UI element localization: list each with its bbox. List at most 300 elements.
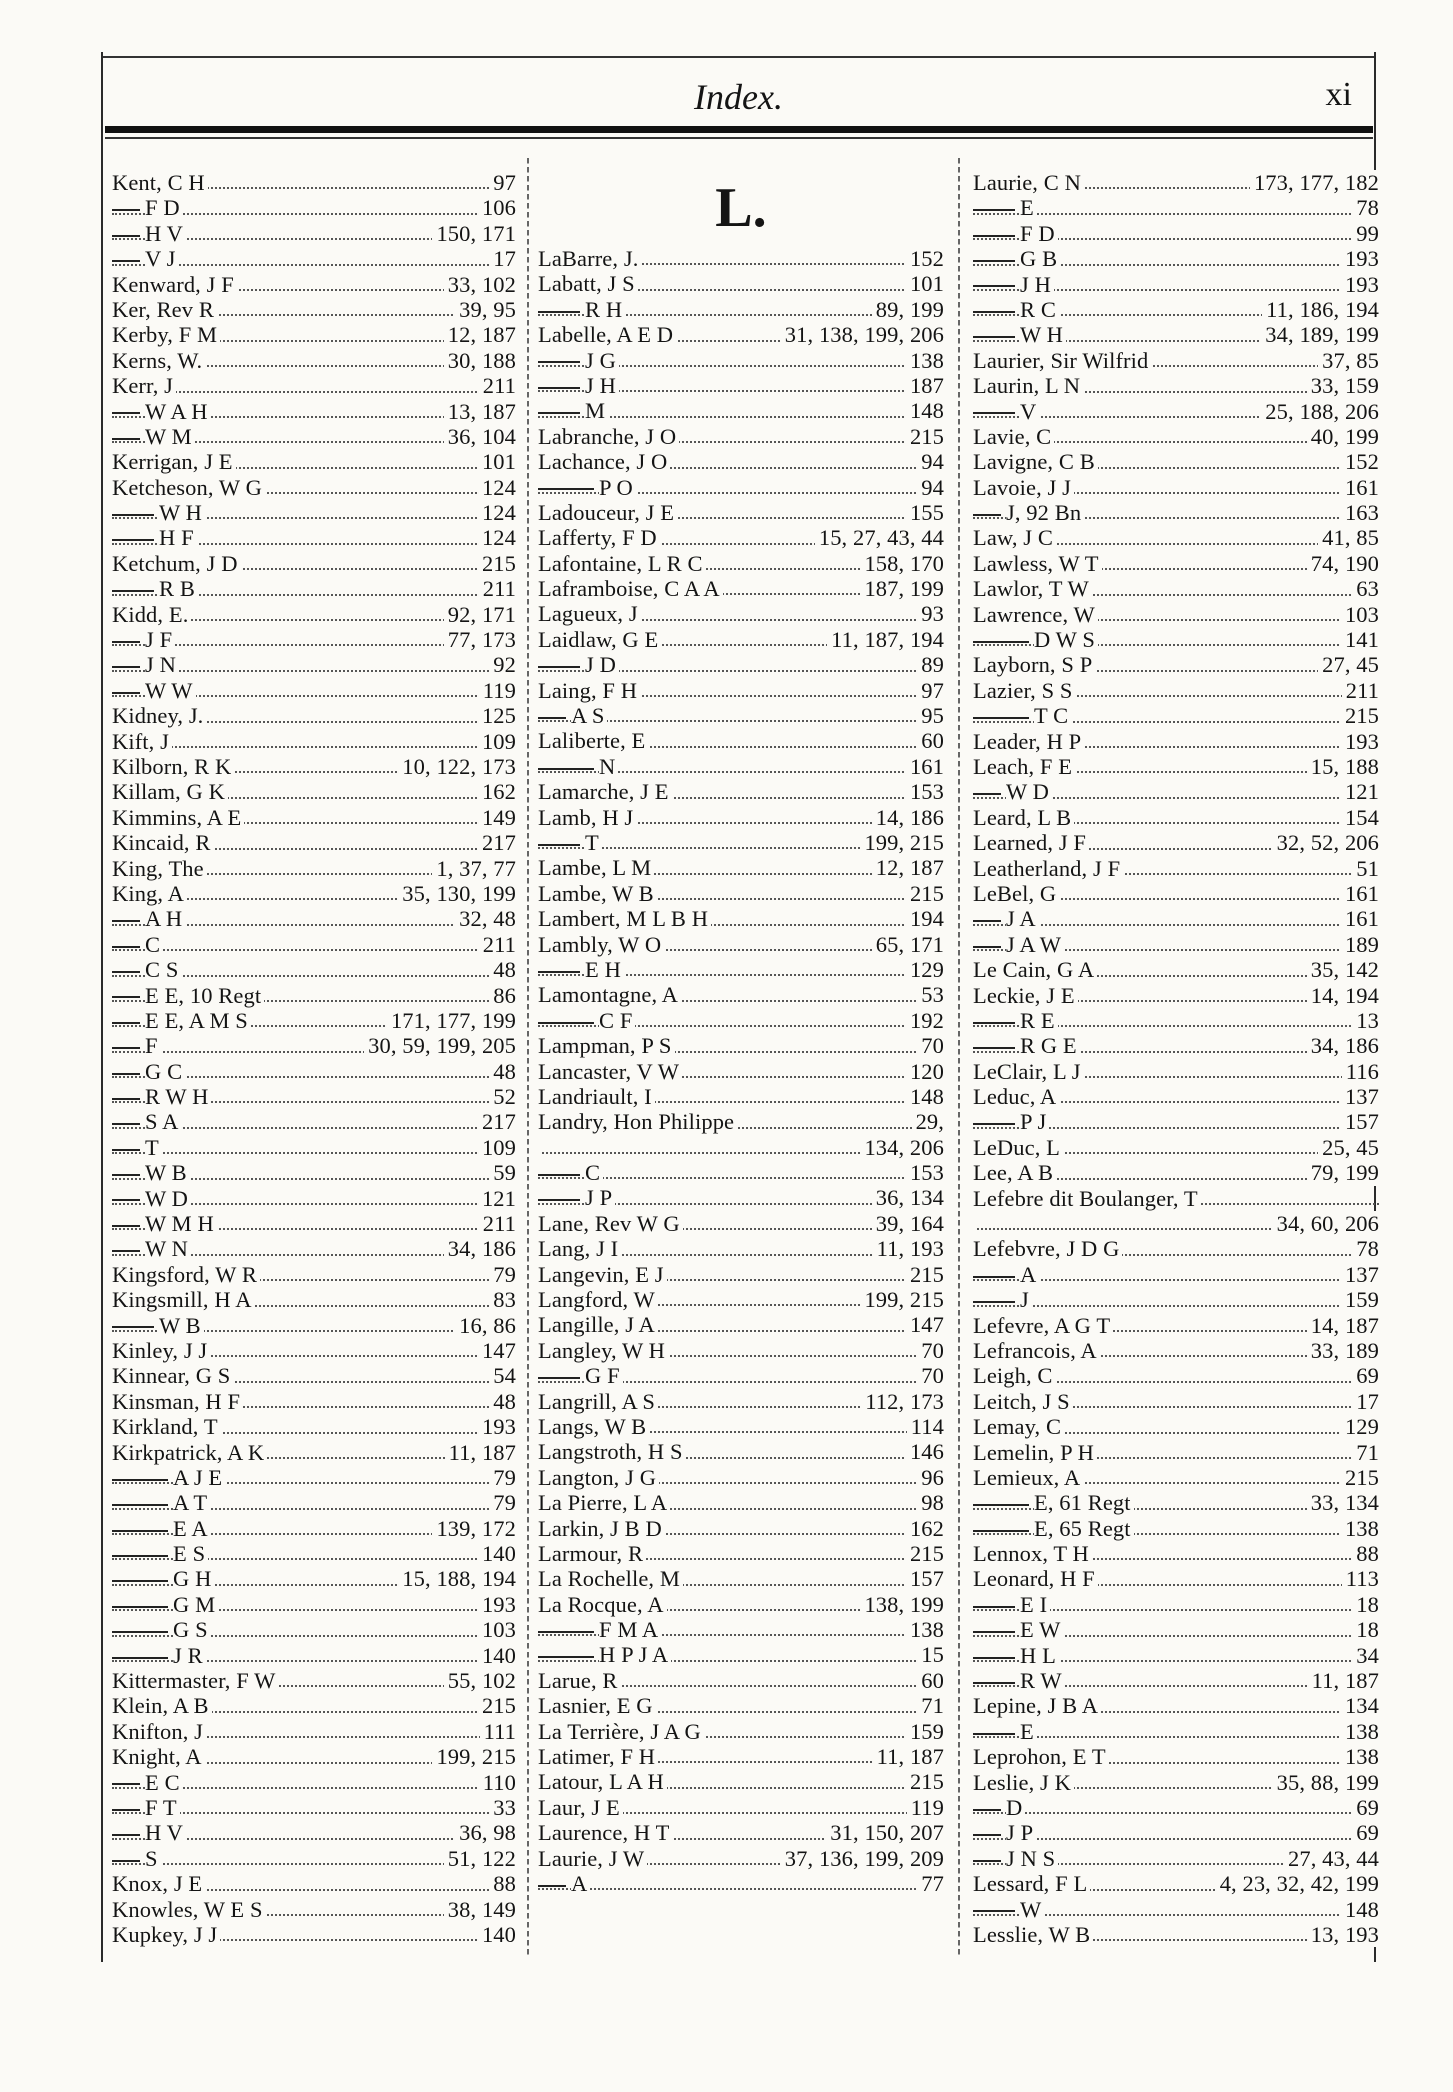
entry-pages: 34, 189, 199 (1261, 322, 1379, 347)
entry-pages: 103 (478, 1617, 516, 1642)
index-entry (538, 1617, 944, 1642)
index-entry (112, 1643, 516, 1668)
entry-name: G C (145, 1059, 185, 1084)
index-entry (973, 703, 1379, 728)
entry-name: H F (159, 525, 197, 550)
index-entry (973, 1414, 1379, 1439)
entry-name: A T (173, 1490, 210, 1515)
entry-pages: 53 (917, 982, 944, 1007)
index-entry (112, 322, 516, 347)
entry-pages: 215 (478, 551, 516, 576)
leader-dots (112, 949, 516, 951)
repeat-dash (973, 209, 1015, 211)
entry-pages: 35, 88, 199 (1273, 1770, 1379, 1795)
entry-pages: 161 (1341, 906, 1379, 931)
index-entry (973, 221, 1379, 246)
index-entry (538, 1109, 944, 1134)
index-entry (538, 1414, 944, 1439)
entry-pages: 140 (478, 1922, 516, 1947)
repeat-dash (112, 1047, 140, 1049)
entry-pages: 157 (1341, 1109, 1379, 1134)
entry-pages: 15, 27, 43, 44 (815, 525, 944, 550)
index-entry (538, 805, 944, 830)
repeat-dash (112, 1631, 168, 1633)
repeat-dash (973, 1301, 1015, 1303)
entry-name: Langrill, A S (538, 1389, 658, 1414)
index-entry (973, 1516, 1379, 1541)
index-entry (538, 932, 944, 957)
entry-name: Kinley, J J (112, 1338, 210, 1363)
entry-pages: 103 (1341, 602, 1379, 627)
entry-pages: 193 (1341, 246, 1379, 271)
entry-name: Lambly, W O (538, 932, 664, 957)
index-entry (112, 627, 516, 652)
entry-name: H L (1020, 1643, 1059, 1668)
entry-pages: 192 (906, 1008, 944, 1033)
entry-pages: 215 (1341, 703, 1379, 728)
entry-name: Layborn, S P (973, 652, 1095, 677)
index-entry (538, 1592, 944, 1617)
index-entry (112, 576, 516, 601)
repeat-dash (973, 1123, 1015, 1125)
entry-name: E W (1020, 1617, 1064, 1642)
index-entry (112, 932, 516, 957)
index-entry (112, 1135, 516, 1160)
entry-pages: 215 (906, 881, 944, 906)
entry-name: D (1006, 1795, 1025, 1820)
repeat-dash (112, 1504, 168, 1506)
index-entry (112, 805, 516, 830)
entry-pages: 152 (906, 246, 944, 271)
entry-name: Laurie, C N (973, 170, 1084, 195)
entry-pages: 69 (1352, 1795, 1379, 1820)
index-entry (538, 1668, 944, 1693)
repeat-dash (973, 1733, 1015, 1735)
entry-name: Knight, A (112, 1744, 205, 1769)
index-entry (973, 373, 1379, 398)
entry-name: W (1020, 1897, 1044, 1922)
index-entry (973, 1109, 1379, 1134)
entry-name: Kenward, J F (112, 272, 237, 297)
index-entry (538, 1185, 944, 1210)
entry-pages: 31, 138, 199, 206 (781, 322, 944, 347)
entry-name: Lawless, W T (973, 551, 1102, 576)
entry-pages: 48 (489, 1059, 516, 1084)
index-entry (112, 1262, 516, 1287)
repeat-dash (973, 920, 1001, 922)
repeat-dash (538, 361, 580, 363)
index-entry (112, 1084, 516, 1109)
entry-name: Lefebre dit Boulanger, T (973, 1186, 1201, 1211)
entry-pages: 32, 48 (455, 906, 516, 931)
entry-name: R C (1020, 297, 1059, 322)
entry-pages: 55, 102 (444, 1668, 516, 1693)
index-entry (538, 1160, 944, 1185)
entry-name: Leonard, H F (973, 1566, 1098, 1591)
entry-name: Kingsmill, H A (112, 1287, 255, 1312)
entry-name: La Pierre, L A (538, 1490, 670, 1515)
entry-name: Leprohon, E T (973, 1744, 1109, 1769)
entry-name: King, A (112, 881, 187, 906)
entry-pages: 97 (917, 678, 944, 703)
index-entry (538, 1262, 944, 1287)
entry-name: La Rochelle, M (538, 1566, 683, 1591)
entry-pages: 33, 159 (1307, 373, 1379, 398)
index-entry (112, 424, 516, 449)
index-entry (538, 475, 944, 500)
index-entry (538, 1363, 944, 1388)
entry-name: Laurence, H T (538, 1820, 672, 1845)
entry-name: J A (1006, 906, 1039, 931)
repeat-dash (973, 1910, 1015, 1912)
index-entry (973, 500, 1379, 525)
entry-pages: 119 (479, 678, 516, 703)
index-entry (112, 500, 516, 525)
entry-name: Kerrigan, J E (112, 449, 236, 474)
repeat-dash (112, 590, 154, 592)
entry-name: Kerns, W. (112, 348, 205, 373)
entry-name: Landriault, I (538, 1084, 655, 1109)
entry-pages: 199, 215 (432, 1744, 516, 1769)
index-entry (112, 957, 516, 982)
entry-name: Leslie, J K (973, 1770, 1074, 1795)
index-entry (538, 1871, 944, 1896)
entry-name: Langley, W H (538, 1338, 668, 1363)
index-entry (538, 881, 944, 906)
entry-pages: 71 (1352, 1440, 1379, 1465)
repeat-dash (112, 1580, 168, 1582)
entry-name: Kincaid, R (112, 830, 213, 855)
entry-pages: 86 (489, 983, 516, 1008)
section-letter-heading: L. (715, 177, 767, 239)
repeat-dash (112, 235, 140, 237)
column-separator (527, 158, 529, 1958)
index-entry (538, 348, 944, 373)
entry-name: Lambert, M L B H (538, 906, 711, 931)
index-entry (112, 1414, 516, 1439)
repeat-dash (112, 1860, 140, 1862)
entry-pages: 217 (478, 830, 516, 855)
entry-pages: 79 (489, 1490, 516, 1515)
entry-name: Latour, L A H (538, 1769, 667, 1794)
entry-name: W H (1020, 322, 1066, 347)
repeat-dash (112, 209, 140, 211)
repeat-dash (538, 488, 594, 490)
index-entry (538, 779, 944, 804)
index-entry (112, 1313, 516, 1338)
entry-name: Kupkey, J J (112, 1922, 220, 1947)
repeat-dash (112, 1225, 140, 1227)
entry-name: Lennox, T H (973, 1541, 1092, 1566)
entry-name: D W S (1034, 627, 1098, 652)
entry-name: F (145, 1033, 161, 1058)
entry-name: E I (1020, 1592, 1050, 1617)
entry-pages: 138 (906, 348, 944, 373)
repeat-dash (112, 1555, 168, 1557)
leader-dots (973, 1812, 1379, 1814)
index-entry (538, 855, 944, 880)
index-entry (538, 500, 944, 525)
repeat-dash (973, 641, 1029, 643)
entry-name: Leard, L B (973, 805, 1074, 830)
index-entry (112, 906, 516, 931)
leader-dots (112, 746, 516, 748)
entry-pages: 106 (478, 195, 516, 220)
index-entry (973, 1617, 1379, 1642)
index-entry (538, 703, 944, 728)
entry-pages: 54 (489, 1363, 516, 1388)
entry-name: Lasnier, E G (538, 1693, 656, 1718)
entry-name: Kittermaster, F W (112, 1668, 278, 1693)
repeat-dash (538, 387, 580, 389)
entry-name: Killam, G K (112, 779, 228, 804)
entry-pages: 124 (478, 475, 516, 500)
index-entry (538, 525, 944, 550)
repeat-dash (973, 285, 1015, 287)
entry-pages: 13, 193 (1307, 1922, 1379, 1947)
entry-pages: 34, 60, 206 (1273, 1211, 1379, 1236)
index-entry (112, 1465, 516, 1490)
entry-name: Langille, J A (538, 1312, 658, 1337)
index-entry (973, 1008, 1379, 1033)
entry-pages: 153 (906, 779, 944, 804)
repeat-dash (112, 260, 140, 262)
index-entry (973, 1871, 1379, 1896)
index-entry (538, 1389, 944, 1414)
index-entry (112, 1033, 516, 1058)
index-entry (112, 1744, 516, 1769)
index-entry (973, 1922, 1379, 1947)
entry-name: Knowles, W E S (112, 1897, 266, 1922)
index-entry (973, 1744, 1379, 1769)
entry-pages: 69 (1352, 1820, 1379, 1845)
entry-name: Larkin, J B D (538, 1516, 665, 1541)
repeat-dash (112, 946, 140, 948)
entry-pages: 217 (478, 1109, 516, 1134)
entry-name: J, 92 Bn (1006, 500, 1084, 525)
index-entry (538, 246, 944, 271)
entry-pages: 60 (917, 728, 944, 753)
index-entry (973, 957, 1379, 982)
index-entry (538, 1516, 944, 1541)
entry-name: E, 65 Regt (1034, 1516, 1134, 1541)
entry-name: Labranche, J O (538, 424, 679, 449)
entry-pages: 51, 122 (444, 1846, 516, 1871)
index-entry (538, 1287, 944, 1312)
leader-dots (112, 1152, 516, 1154)
entry-name: Laframboise, C A A (538, 576, 723, 601)
repeat-dash (973, 1276, 1015, 1278)
entry-name: W W (145, 678, 196, 703)
entry-pages: 146 (906, 1439, 944, 1464)
entry-pages: 34, 186 (1307, 1033, 1379, 1058)
index-entry (973, 779, 1379, 804)
index-entry (538, 1135, 944, 1160)
index-entry (112, 652, 516, 677)
entry-pages: 34 (1352, 1643, 1379, 1668)
repeat-dash (112, 1174, 140, 1176)
entry-name: E (1020, 1719, 1037, 1744)
index-entry (112, 729, 516, 754)
entry-pages: 69 (1352, 1363, 1379, 1388)
entry-pages: 15 (917, 1642, 944, 1667)
index-entry (112, 1668, 516, 1693)
entry-pages: 101 (906, 271, 944, 296)
entry-pages: 161 (1341, 881, 1379, 906)
index-entry (112, 1363, 516, 1388)
entry-name: J R (173, 1643, 206, 1668)
entry-name: Knifton, J (112, 1719, 206, 1744)
entry-pages: 158, 170 (860, 551, 944, 576)
entry-name: Kinsman, H F (112, 1389, 243, 1414)
entry-name: LaBarre, J. (538, 246, 641, 271)
entry-pages: 161 (1341, 475, 1379, 500)
index-entry (538, 1566, 944, 1591)
repeat-dash (973, 1834, 1001, 1836)
index-entry (538, 1846, 944, 1871)
entry-pages: 140 (478, 1643, 516, 1668)
index-entry (112, 1109, 516, 1134)
header-rule (105, 126, 1373, 133)
index-entry (973, 1465, 1379, 1490)
index-entry (973, 475, 1379, 500)
repeat-dash (538, 666, 580, 668)
entry-name: C (145, 932, 163, 957)
entry-name: Labelle, A E D (538, 322, 676, 347)
repeat-dash (973, 793, 1001, 795)
index-entry (538, 627, 944, 652)
entry-pages: 134 (1341, 1693, 1379, 1718)
index-entry (973, 881, 1379, 906)
repeat-dash (112, 1783, 140, 1785)
index-entry (112, 1566, 516, 1591)
entry-pages: 125 (478, 703, 516, 728)
entry-name: Laing, F H (538, 678, 640, 703)
entry-pages: 37, 136, 199, 209 (781, 1846, 944, 1871)
entry-name: Lemay, C (973, 1414, 1064, 1439)
entry-pages: 25, 45 (1318, 1135, 1379, 1160)
index-entry (538, 652, 944, 677)
index-entry (112, 272, 516, 297)
index-entry (538, 424, 944, 449)
entry-pages: 120 (906, 1059, 944, 1084)
index-entry (973, 1490, 1379, 1515)
index-entry (112, 373, 516, 398)
repeat-dash (538, 1377, 580, 1379)
entry-pages: 211 (1342, 678, 1379, 703)
entry-pages: 149 (478, 805, 516, 830)
repeat-dash (112, 971, 140, 973)
entry-name: Klein, A B (112, 1693, 212, 1718)
entry-pages: 139, 172 (432, 1516, 516, 1541)
index-entry (538, 906, 944, 931)
index-entry (112, 1059, 516, 1084)
entry-name: A (571, 1871, 590, 1896)
index-entry (973, 1338, 1379, 1363)
entry-pages: 112, 173 (861, 1389, 944, 1414)
entry-name: S (145, 1846, 161, 1871)
entry-name: R H (585, 297, 625, 322)
repeat-dash (538, 971, 580, 973)
entry-pages: 162 (906, 1516, 944, 1541)
entry-name: Larmour, R (538, 1541, 646, 1566)
entry-name: Lee, A B (973, 1160, 1056, 1185)
entry-name: J P (585, 1185, 615, 1210)
entry-name: J P (1006, 1820, 1036, 1845)
entry-name: W B (159, 1313, 204, 1338)
repeat-dash (112, 1022, 140, 1024)
entry-name: Laurie, J W (538, 1846, 647, 1871)
index-entry (112, 1160, 516, 1185)
entry-name: Lesslie, W B (973, 1922, 1093, 1947)
entry-name: Lavie, C (973, 424, 1054, 449)
entry-pages: 11, 193 (873, 1236, 944, 1261)
entry-pages: 215 (906, 1541, 944, 1566)
entry-name: Lemelin, P H (973, 1440, 1097, 1465)
entry-pages: 14, 186 (872, 805, 944, 830)
index-entry (973, 856, 1379, 881)
index-entry (973, 1160, 1379, 1185)
entry-name: E (1020, 195, 1037, 220)
entry-pages: 94 (917, 449, 944, 474)
entry-pages: 194 (906, 906, 944, 931)
entry-pages: 11, 187 (873, 1744, 944, 1769)
entry-pages: 39, 164 (872, 1211, 944, 1236)
index-entry (538, 551, 944, 576)
index-entry (112, 1211, 516, 1236)
entry-pages: 193 (1341, 729, 1379, 754)
index-entry (538, 728, 944, 753)
entry-pages: 97 (489, 170, 516, 195)
index-entry (973, 1693, 1379, 1718)
entry-name: W A H (145, 399, 211, 424)
entry-pages: 215 (1341, 1465, 1379, 1490)
index-entry (538, 1693, 944, 1718)
index-entry (973, 830, 1379, 855)
entry-name: Labatt, J S (538, 271, 638, 296)
top-rule (103, 56, 1374, 58)
index-entry (973, 1389, 1379, 1414)
entry-name: W H (159, 500, 205, 525)
entry-pages: 124 (478, 525, 516, 550)
entry-pages: 93 (917, 601, 944, 626)
entry-pages: 88 (1352, 1541, 1379, 1566)
entry-name: La Terrière, J A G (538, 1719, 704, 1744)
entry-pages: 134, 206 (860, 1135, 944, 1160)
index-entry (973, 1236, 1379, 1261)
index-entry (973, 246, 1379, 271)
entry-pages: 138 (1341, 1744, 1379, 1769)
index-column-l-continued (973, 170, 1379, 1947)
entry-pages: 30, 59, 199, 205 (364, 1033, 516, 1058)
entry-name: Kirkland, T (112, 1414, 221, 1439)
entry-name: Kent, C H (112, 170, 208, 195)
index-entry (538, 1719, 944, 1744)
entry-pages: 38, 149 (444, 1897, 516, 1922)
entry-name: Lampman, P S (538, 1033, 675, 1058)
entry-pages: 1, 37, 77 (432, 856, 516, 881)
repeat-dash (538, 1656, 594, 1658)
entry-name: Kingsford, W R (112, 1262, 260, 1287)
entry-pages: 162 (478, 779, 516, 804)
repeat-dash (973, 260, 1015, 262)
index-entry (112, 1693, 516, 1718)
entry-name: G H (173, 1566, 214, 1591)
repeat-dash (973, 336, 1015, 338)
entry-name: Laur, J E (538, 1795, 623, 1820)
index-entry (538, 576, 944, 601)
entry-pages: 33, 134 (1307, 1490, 1379, 1515)
